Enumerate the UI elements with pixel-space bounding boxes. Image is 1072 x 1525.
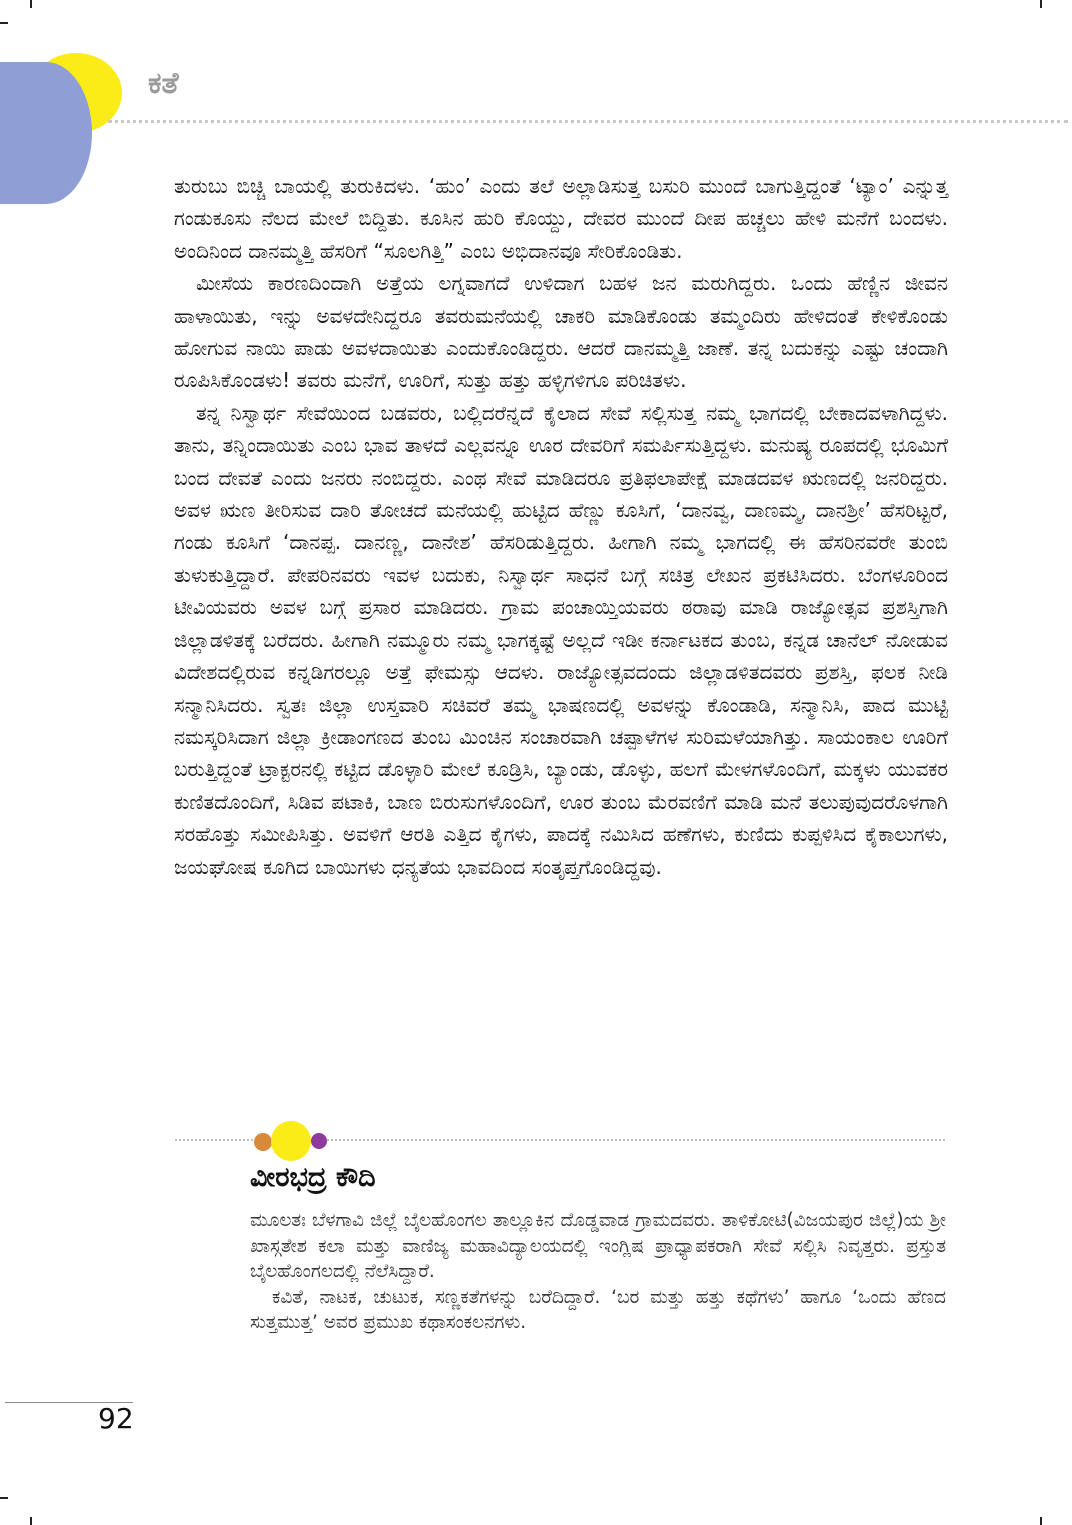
author-bio bbox=[250, 1208, 946, 1336]
header-blue-half-circle bbox=[0, 62, 92, 204]
crop-mark-bottom-left bbox=[30, 1517, 32, 1525]
section-title: ಕತೆ bbox=[148, 66, 179, 101]
yellow-dot bbox=[271, 1121, 311, 1161]
crop-mark-top-left bbox=[30, 0, 32, 8]
header-dotted-rule bbox=[108, 120, 1068, 123]
crop-mark-left-bottom bbox=[0, 1497, 8, 1499]
paragraph: ಮೀಸೆಯ ಕಾರಣದಿಂದಾಗಿ ಅತ್ತೆಯ ಲಗ್ನವಾಗದೆ ಉಳಿದಾಗ ಬಹಳ ಜನ ಮರುಗಿದ್ದರು. ಒಂದು ಹೆಣ್ಣಿನ ಜೀವನ ಹಾಳಾಯಿತು, ಇನ್ನು ಅವಳದೇನಿದ್ದರೂ ತವರುಮನೆಯಲ್ಲಿ ಚಾಕರಿ ಮಾಡಿಕೊಂಡು ತಮ್ಮಂದಿರು ಹೇಳಿದಂತೆ ಕೇಳಿಕೊಂಡು ಹೋಗುವ ನಾಯಿ ಪಾಡು ಅವಳದಾಯಿತು ಎಂದುಕೊಂಡಿದ್ದರು. ಆದರೆ ದಾನಮ್ಮತ್ತಿ ಜಾಣೆ. ತನ್ನ ಬದುಕನ್ನು ಎಷ್ಟು ಚಂದಾಗಿ ರೂಪಿಸಿಕೊಂಡಳು! ತವರು ಮನೆಗೆ, ಊರಿಗೆ, ಸುತ್ತು ಹತ್ತು ಹಳ್ಳಿಗಳಿಗೂ ಪರಿಚಿತಳು. bbox=[174, 271, 948, 393]
bio-paragraph: ಮೂಲತಃ ಬೆಳಗಾವಿ ಜಿಲ್ಲೆ ಬೈಲಹೊಂಗಲ ತಾಲ್ಲೂಕಿನ ದೊಡ್ಡವಾಡ ಗ್ರಾಮದವರು. ತಾಳಿಕೋಟಿ(ವಿಜಯಪುರ ಜಿಲ್ಲೆ)ಯ ಶ್ರೀ ಖಾಸ್ಗತೇಶ ಕಲಾ ಮತ್ತು ವಾಣಿಜ್ಯ ಮಹಾವಿದ್ಯಾಲಯದಲ್ಲಿ ಇಂಗ್ಲಿಷ ಪ್ರಾಧ್ಯಾಪಕರಾಗಿ ಸೇವೆ ಸಲ್ಲಿಸಿ ನಿವೃತ್ತರು. ಪ್ರಸ್ತುತ ಬೈಲಹೊಂಗಲದಲ್ಲಿ ನೆಲೆಸಿದ್ದಾರೆ. bbox=[250, 1210, 946, 1282]
page-number: 92 bbox=[98, 1402, 134, 1435]
paragraph: ತುರುಬು ಬಿಚ್ಚಿ ಬಾಯಲ್ಲಿ ತುರುಕಿದಳು. ‘ಹುಂ’ ಎಂದು ತಲೆ ಅಲ್ಲಾಡಿಸುತ್ತ ಬಸುರಿ ಮುಂದೆ ಬಾಗುತ್ತಿದ್ದಂತೆ ‘ಟ್ಯಾಂ’ ಎನ್ನುತ್ತ ಗಂಡುಕೂಸು ನೆಲದ ಮೇಲೆ ಬಿದ್ದಿತು. ಕೂಸಿನ ಹುರಿ ಕೊಯ್ದು, ದೇವರ ಮುಂದೆ ದೀಪ ಹಚ್ಚಲು ಹೇಳಿ ಮನೆಗೆ ಬಂದಳು. ಅಂದಿನಿಂದ ದಾನಮ್ಮತ್ತಿ ಹೆಸರಿಗೆ “ಸೂಲಗಿತ್ತಿ” ಎಂಬ ಅಭಿದಾನವೂ ಸೇರಿಕೊಂಡಿತು. bbox=[174, 174, 948, 263]
orange-dot bbox=[254, 1133, 272, 1151]
paragraph: ತನ್ನ ನಿಸ್ವಾರ್ಥ ಸೇವೆಯಿಂದ ಬಡವರು, ಬಲ್ಲಿದರೆನ್ನದೆ ಕೈಲಾದ ಸೇವೆ ಸಲ್ಲಿಸುತ್ತ ನಮ್ಮ ಭಾಗದಲ್ಲಿ ಬೇಕಾದವಳಾಗಿದ್ದಳು. ತಾನು, ತನ್ನಿಂದಾಯಿತು ಎಂಬ ಭಾವ ತಾಳದೆ ಎಲ್ಲವನ್ನೂ ಊರ ದೇವರಿಗೆ ಸಮರ್ಪಿಸುತ್ತಿದ್ದಳು. ಮನುಷ್ಯ ರೂಪದಲ್ಲಿ ಭೂಮಿಗೆ ಬಂದ ದೇವತೆ ಎಂದು ಜನರು ನಂಬಿದ್ದರು. ಎಂಥ ಸೇವೆ ಮಾಡಿದರೂ ಪ್ರತಿಫಲಾಪೇಕ್ಷೆ ಮಾಡದವಳ ಋಣದಲ್ಲಿ ಜನರಿದ್ದರು. ಅವಳ ಋಣ ತೀರಿಸುವ ದಾರಿ ತೋಚದೆ ಮನೆಯಲ್ಲಿ ಹುಟ್ಟಿದ ಹೆಣ್ಣು ಕೂಸಿಗೆ, ‘ದಾನವ್ವ, ದಾಣಮ್ಮ, ದಾನಶ್ರೀ’ ಹೆಸರಿಟ್ಟರೆ, ಗಂಡು ಕೂಸಿಗೆ ‘ದಾನಪ್ಪ. ದಾನಣ್ಣ, ದಾನೇಶ’ ಹೆಸರಿಡುತ್ತಿದ್ದರು. ಹೀಗಾಗಿ ನಮ್ಮ ಭಾಗದಲ್ಲಿ ಈ ಹೆಸರಿನವರೇ ತುಂಬಿ ತುಳುಕುತ್ತಿದ್ದಾರೆ. ಪೇಪರಿನವರು ಇವಳ ಬದುಕು, ನಿಸ್ವಾರ್ಥ ಸಾಧನೆ ಬಗ್ಗೆ ಸಚಿತ್ರ ಲೇಖನ ಪ್ರಕಟಿಸಿದರು. ಬೆಂಗಳೂರಿಂದ ಟೀವಿಯವರು ಅವಳ ಬಗ್ಗೆ ಪ್ರಸಾರ ಮಾಡಿದರು. ಗ್ರಾಮ ಪಂಚಾಯ್ತಿಯವರು ಠರಾವು ಮಾಡಿ ರಾಜ್ಯೋತ್ಸವ ಪ್ರಶಸ್ತಿಗಾಗಿ ಜಿಲ್ಲಾಡಳಿತಕ್ಕೆ ಬರೆದರು. ಹೀಗಾಗಿ ನಮ್ಮೂರು ನಮ್ಮ ಭಾಗಕ್ಕಷ್ಟೆ ಅಲ್ಲದೆ ಇಡೀ ಕರ್ನಾಟಕದ ತುಂಬ, ಕನ್ನಡ ಚಾನೆಲ್ ನೋಡುವ ವಿದೇಶದಲ್ಲಿರುವ ಕನ್ನಡಿಗರಲ್ಲೂ ಅತ್ತೆ ಫೇಮಸ್ಸು ಆದಳು. ರಾಜ್ಯೋತ್ಸವದಂದು ಜಿಲ್ಲಾಡಳಿತದವರು ಪ್ರಶಸ್ತಿ, ಫಲಕ ನೀಡಿ ಸನ್ಮಾನಿಸಿದರು. ಸ್ವತಃ ಜಿಲ್ಲಾ ಉಸ್ತವಾರಿ ಸಚಿವರೆ ತಮ್ಮ ಭಾಷಣದಲ್ಲಿ ಅವಳನ್ನು ಕೊಂಡಾಡಿ, ಸನ್ಮಾನಿಸಿ, ಪಾದ ಮುಟ್ಟಿ ನಮಸ್ಕರಿಸಿದಾಗ ಜಿಲ್ಲಾ ಕ್ರೀಡಾಂಗಣದ ತುಂಬ ಮಿಂಚಿನ ಸಂಚಾರವಾಗಿ ಚಪ್ಪಾಳೆಗಳ ಸುರಿಮಳೆಯಾಗಿತ್ತು. ಸಾಯಂಕಾಲ ಊರಿಗೆ ಬರುತ್ತಿದ್ದಂತೆ ಟ್ರಾಕ್ಟರನಲ್ಲಿ ಕಟ್ಟಿದ ಡೊಳ್ಳಾರಿ ಮೇಲೆ ಕೂಡ್ರಿಸಿ, ಬ್ಯಾಂಡು, ಡೊಳ್ಳು, ಹಲಗೆ ಮೇಳಗಳೊಂದಿಗೆ, ಮಕ್ಕಳು ಯುವಕರ ಕುಣಿತದೊಂದಿಗೆ, ಸಿಡಿವ ಪಟಾಕಿ, ಬಾಣ ಬಿರುಸುಗಳೊಂದಿಗೆ, ಊರ ತುಂಬ ಮೆರವಣಿಗೆ ಮಾಡಿ ಮನೆ ತಲುಪುವುದರೊಳಗಾಗಿ ಸರಹೊತ್ತು ಸಮೀಪಿಸಿತ್ತು. ಅವಳಿಗೆ ಆರತಿ ಎತ್ತಿದ ಕೈಗಳು, ಪಾದಕ್ಕೆ ನಮಿಸಿದ ಹಣೆಗಳು, ಕುಣಿದು ಕುಪ್ಪಳಿಸಿದ ಕೈಕಾಲುಗಳು, ಜಯಘೋಷ ಕೂಗಿದ ಬಾಯಿಗಳು ಧನ್ಯತೆಯ ಭಾವದಿಂದ ಸಂತೃಪ್ತಗೊಂಡಿದ್ದವು. bbox=[174, 400, 948, 879]
bio-paragraph: ಕವಿತೆ, ನಾಟಕ, ಚುಟುಕ, ಸಣ್ಣಕತೆಗಳನ್ನು ಬರೆದಿದ್ದಾರೆ. ‘ಬರ ಮತ್ತು ಹತ್ತು ಕಥೆಗಳು’ ಹಾಗೂ ‘ಒಂದು ಹೆಣದ ಸುತ್ತಮುತ್ತ’ ಅವರ ಪ್ರಮುಖ ಕಥಾಸಂಕಲನಗಳು. bbox=[250, 1286, 946, 1333]
purple-dot bbox=[311, 1133, 327, 1149]
author-name: ವೀರಭದ್ರ ಕೌದಿ bbox=[250, 1162, 376, 1193]
crop-mark-left-top bbox=[0, 22, 8, 24]
crop-mark-bottom-right bbox=[1040, 1517, 1042, 1525]
crop-mark-top-right bbox=[1040, 0, 1042, 8]
story-body bbox=[174, 170, 948, 883]
